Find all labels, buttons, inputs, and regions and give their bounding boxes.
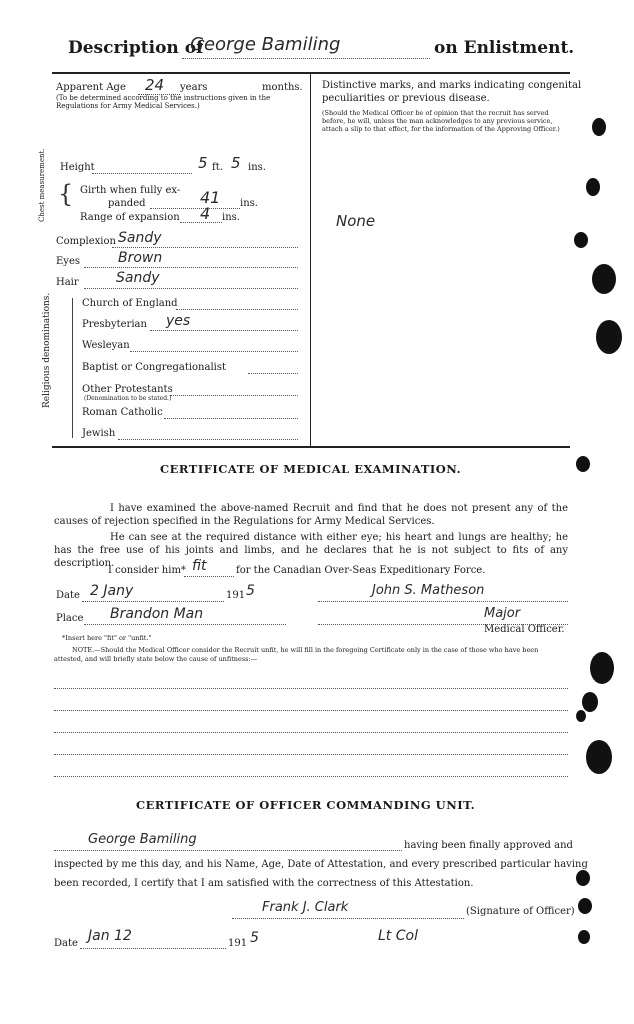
height-ft-value: 5 xyxy=(198,154,208,172)
marks-heading-1: Distinctive marks, and marks indicating congenital xyxy=(322,80,582,91)
punch-hole xyxy=(574,232,588,248)
year-suffix: 5 xyxy=(246,583,255,599)
place-label: Place xyxy=(56,613,84,624)
recruit-name: George Bamiling xyxy=(190,34,341,55)
complexion-rule xyxy=(112,247,298,248)
religion-item: Presbyterian xyxy=(82,319,147,330)
unfit-note: NOTE.—Should the Medical Officer consider the Recruit unfit, he will fill in the foregoing Certificate only in the case of those who have been attested, and will briefly state below the cause of unfitness:— xyxy=(54,646,539,663)
complexion-label: Complexion xyxy=(56,236,116,247)
age-label: Apparent Age xyxy=(56,82,126,93)
religion-item: Baptist or Congregationalist xyxy=(82,362,226,373)
signature-rule xyxy=(318,601,568,602)
place-value: Brandon Man xyxy=(110,606,204,622)
commanding-text-1: having been finally approved and xyxy=(404,840,573,851)
chest-label: Chest measurement. xyxy=(38,148,46,222)
religion-item: Wesleyan xyxy=(82,340,130,351)
eyes-value: Brown xyxy=(118,250,163,266)
punch-hole xyxy=(590,652,614,684)
commanding-sig-rule xyxy=(232,918,464,919)
height-in-value: 5 xyxy=(231,154,241,172)
range-value: 4 xyxy=(200,204,211,223)
ft-label: ft. xyxy=(212,162,223,173)
chest-brace: { xyxy=(58,180,74,208)
name-rule xyxy=(182,58,430,59)
bottom-border xyxy=(52,446,570,448)
date-value: 2 Jany xyxy=(90,583,134,599)
commanding-rank: Lt Col xyxy=(378,928,418,944)
religion-item: Roman Catholic xyxy=(82,407,163,418)
medical-para-2: He can see at the required distance with either eye; his heart and lungs are healthy; he has the free use of his joints and limbs, and he declares that he is not subject to fits of any description. xyxy=(54,532,568,569)
religion-item: Other Protestants xyxy=(82,384,173,395)
ins-label-3: ins. xyxy=(222,212,240,223)
religion-rule xyxy=(164,418,298,419)
place-rule xyxy=(84,624,286,625)
eyes-rule xyxy=(84,267,298,268)
punch-hole xyxy=(582,692,598,712)
religion-rule xyxy=(150,330,298,331)
years-label: years xyxy=(180,82,208,93)
marks-note: (Should the Medical Officer be of opinion that the recruit has served before, he will, unless the man acknowledges to any previous service, attach a slip to that effect, for the information of the Approving Officer.) xyxy=(322,109,560,133)
insert-note: *Insert here "fit" or "unfit." xyxy=(62,634,152,642)
punch-hole xyxy=(576,870,590,886)
consider-label: I consider him* xyxy=(108,565,186,576)
signature-of-officer-label: (Signature of Officer) xyxy=(466,906,575,917)
medical-para-1: I have examined the above-named Recruit and find that he does not present any of the causes of rejection specified in the Regulations for Army Medical Services. xyxy=(54,503,568,527)
hair-rule xyxy=(84,288,298,289)
title-left: Description of xyxy=(68,38,204,58)
fit-rule xyxy=(184,576,234,577)
officer-rank: Major xyxy=(484,606,521,621)
religion-rule xyxy=(118,439,298,440)
girth-rule xyxy=(150,208,240,209)
commanding-date-rule xyxy=(80,948,226,949)
punch-hole xyxy=(578,898,592,914)
unfit-line xyxy=(54,754,568,755)
commanding-text-2: inspected by me this day, and his Name, Age, Date of Attestation, and every prescribed particular having xyxy=(54,859,588,870)
ins-label-2: ins. xyxy=(240,198,258,209)
commanding-signature: Frank J. Clark xyxy=(262,900,349,915)
height-label: Height xyxy=(60,162,95,173)
girth-value: 41 xyxy=(200,188,221,207)
marks-value: None xyxy=(336,212,376,230)
date-rule xyxy=(82,601,224,602)
eyes-label: Eyes xyxy=(56,256,80,267)
column-divider xyxy=(310,74,311,446)
commanding-text-3: been recorded, I certify that I am satisfied with the correctness of this Attestation. xyxy=(54,878,474,889)
punch-hole xyxy=(578,930,590,944)
punch-hole xyxy=(586,740,612,774)
commanding-name-rule xyxy=(54,850,402,851)
girth-label-1: Girth when fully ex- xyxy=(80,185,181,196)
religion-item: Jewish xyxy=(82,428,116,439)
commanding-date-label: Date xyxy=(54,938,78,949)
punch-hole xyxy=(592,118,606,136)
punch-hole xyxy=(586,178,600,196)
year-prefix: 191 xyxy=(226,590,246,601)
age-note: (To be determined according to the instructions given in the Regulations for Army Medical Services.) xyxy=(56,94,271,110)
commanding-name: George Bamiling xyxy=(88,832,197,847)
date-label: Date xyxy=(56,590,80,601)
unfit-line xyxy=(54,776,568,777)
religion-label: Religious denominations. xyxy=(42,292,52,408)
punch-hole xyxy=(592,264,616,294)
punch-hole xyxy=(576,456,590,472)
religion-rule xyxy=(248,373,298,374)
religion-bracket xyxy=(72,298,73,438)
commanding-date-value: Jan 12 xyxy=(88,928,132,944)
unfit-line xyxy=(54,732,568,733)
commanding-heading: CERTIFICATE OF OFFICER COMMANDING UNIT. xyxy=(136,798,476,812)
religion-rule xyxy=(130,351,298,352)
months-label: months. xyxy=(262,82,303,93)
officer-title: Medical Officer. xyxy=(484,624,565,635)
girth-label-2: panded xyxy=(108,198,146,209)
medical-heading: CERTIFICATE OF MEDICAL EXAMINATION. xyxy=(160,462,462,476)
unfit-line xyxy=(54,688,568,689)
hair-value: Sandy xyxy=(116,270,160,286)
religion-rule xyxy=(170,395,298,396)
commanding-year-suffix: 5 xyxy=(250,930,259,946)
officer-signature: John S. Matheson xyxy=(372,583,485,598)
range-label: Range of expansion xyxy=(80,212,180,223)
marks-heading-2: peculiarities or previous disease. xyxy=(322,93,490,104)
denomination-note: (Denomination to be stated.) xyxy=(84,395,172,402)
height-rule xyxy=(92,173,192,174)
top-border xyxy=(52,72,570,74)
commanding-year-prefix: 191 xyxy=(228,938,248,949)
hair-label: Hair xyxy=(56,277,79,288)
punch-hole xyxy=(596,320,622,354)
religion-item: Church of England xyxy=(82,298,178,309)
complexion-value: Sandy xyxy=(118,230,162,246)
punch-hole xyxy=(576,710,586,722)
for-force-label: for the Canadian Over-Seas Expeditionary Force. xyxy=(236,565,486,576)
age-value: 24 xyxy=(145,76,165,94)
unfit-line xyxy=(54,710,568,711)
religion-rule xyxy=(176,309,298,310)
presbyterian-value: yes xyxy=(166,313,191,329)
title-right: on Enlistment. xyxy=(434,38,575,58)
fit-value: fit xyxy=(192,558,207,574)
ins-label-1: ins. xyxy=(248,162,266,173)
